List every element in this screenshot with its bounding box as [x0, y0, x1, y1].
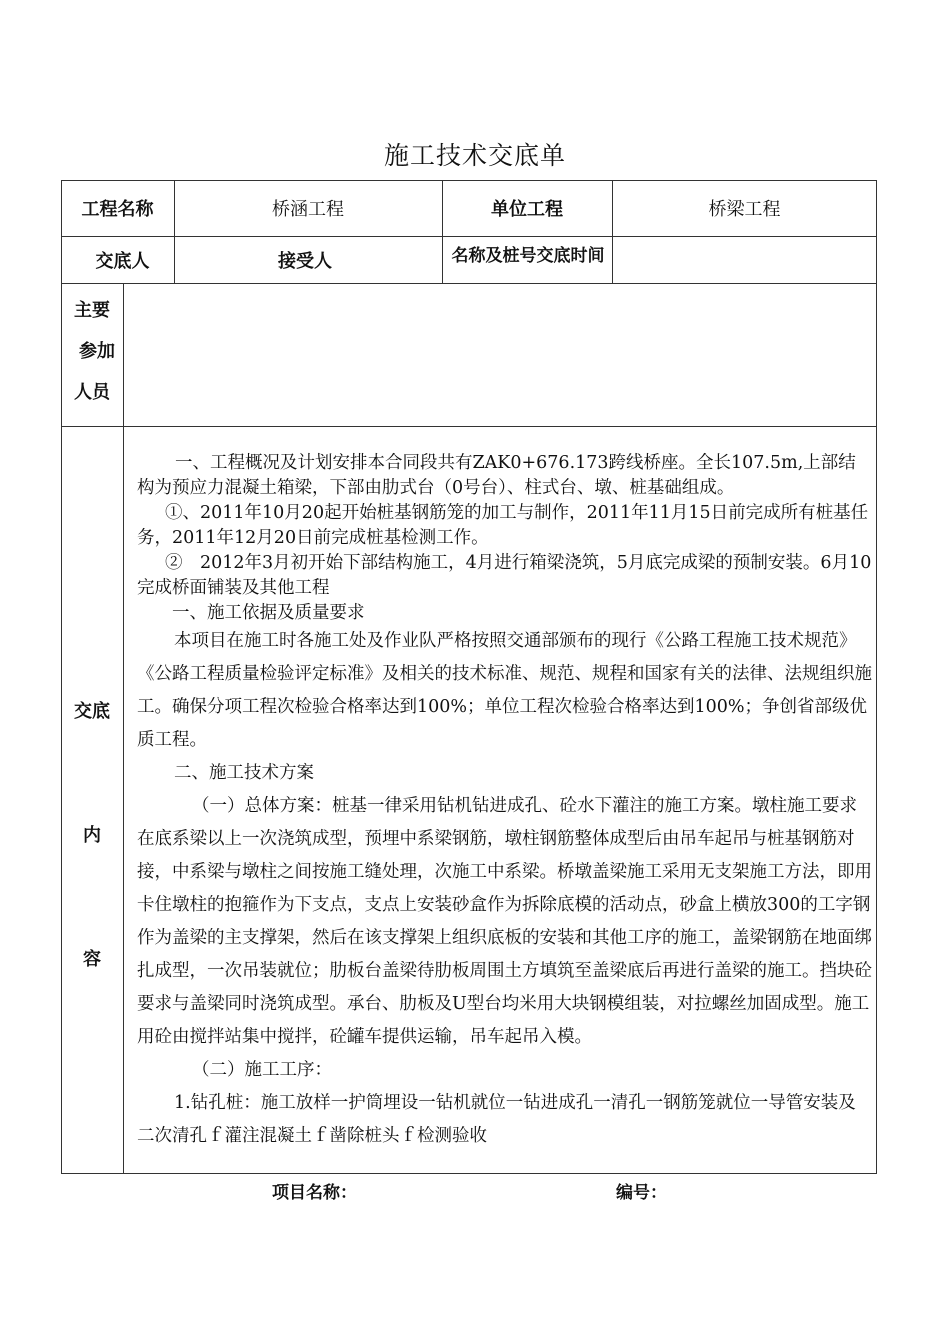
- station-time-value[interactable]: [612, 236, 877, 283]
- content-label-1: 交底: [74, 701, 110, 722]
- receiver-label: 接受人: [278, 250, 332, 272]
- content-block-2: [137, 625, 872, 1153]
- discloser-label: 交底人: [95, 250, 150, 272]
- row-divider-3: [61, 426, 877, 427]
- project-name-value: 桥涵工程: [272, 199, 344, 220]
- content-label-2: 内: [83, 825, 101, 846]
- footer-number-label: 编号：: [616, 1183, 667, 1203]
- footer-rule: [123, 1173, 877, 1174]
- station-time-label: 名称及桩号交底时间: [451, 245, 605, 266]
- paragraph-bored-pile: 1.钻孔桩：施工放样一护筒埋设一钻机就位一钻进成孔一清孔一钢筋笼就位一导管安装及二次清孔ｆ灌注混凝土ｆ凿除桩头ｆ检测验收: [137, 1093, 856, 1146]
- paragraph-overall-scheme: （一）总体方案：桩基一律采用钻机钻进成孔、砼水下灌注的施工方案。墩柱施工要求在底系梁以上一次浇筑成型，预埋中系梁钢筋，墩柱钢筋整体成型后由吊车起吊与桩基钢筋对接，中系梁与墩柱之间按施工缝处理，次施工中系梁。桥墩盖梁施工采用无支架施工方法，即用卡住墩柱的抱箍作为下支点，支点上安装砂盒作为拆除底模的活动点，砂盒上横放300的工字钢作为盖梁的主支撑架，然后在该支撑架上组织底板的安装和其他工序的施工，盖梁钢筋在地面绑扎成型，一次吊装就位；肋板台盖梁待肋板周围土方填筑至盖梁底后再进行盖梁的施工。挡块砼要求与盖梁同时浇筑成型。承台、肋板及U型台均米用大块钢模组装，对拉螺丝加固成型。施工用砼由搅拌站集中搅拌，砼罐车提供运输，吊车起吊入模。: [137, 796, 872, 1047]
- paragraph-plan-1: ①、2011年10月20起开始桩基钢筋笼的加工与制作，2011年11月15日前完成所有桩基任务，2011年12月20日前完成桩基检测工作。: [137, 503, 869, 548]
- paragraph-overview: 一、工程概况及计划安排本合同段共有ZAK0+676.173跨线桥座。全长107.5m,上部结构为预应力混凝土箱梁，下部由肋式台（0号台）、柱式台、墩、桩基础组成。: [137, 453, 856, 498]
- heading-process: （二）施工工序：: [192, 1060, 332, 1080]
- participants-label-2: 参加: [79, 341, 115, 362]
- content-label-3: 容: [83, 949, 101, 970]
- participants-label-1: 主要: [74, 300, 110, 321]
- participants-value[interactable]: [124, 284, 876, 425]
- document-title: 施工技术交底单: [383, 141, 566, 170]
- participants-label-3: 人员: [74, 382, 110, 403]
- heading-basis: 一、施工依据及质量要求: [172, 603, 365, 623]
- footer-project-name-label: 项目名称：: [272, 1183, 357, 1203]
- content-block-1: [137, 451, 872, 626]
- paragraph-plan-2: ② 2012年3月初开始下部结构施工，4月进行箱梁浇筑，5月底完成梁的预制安装。6月10完成桥面铺装及其他工程: [137, 553, 872, 598]
- heading-scheme: 二、施工技术方案: [174, 763, 314, 783]
- unit-label: 单位工程: [491, 199, 563, 220]
- paragraph-basis: 本项目在施工时各施工处及作业队严格按照交通部颁布的现行《公路工程施工技术规范》《公路工程质量检验评定标准》及相关的技术标准、规范、规程和国家有关的法律、法规组织施工。确保分项工程次检验合格率达到100%；单位工程次检验合格率达到100%；争创省部级优质工程。: [137, 631, 872, 750]
- unit-value: 桥梁工程: [708, 199, 781, 220]
- project-name-label: 工程名称: [81, 199, 154, 220]
